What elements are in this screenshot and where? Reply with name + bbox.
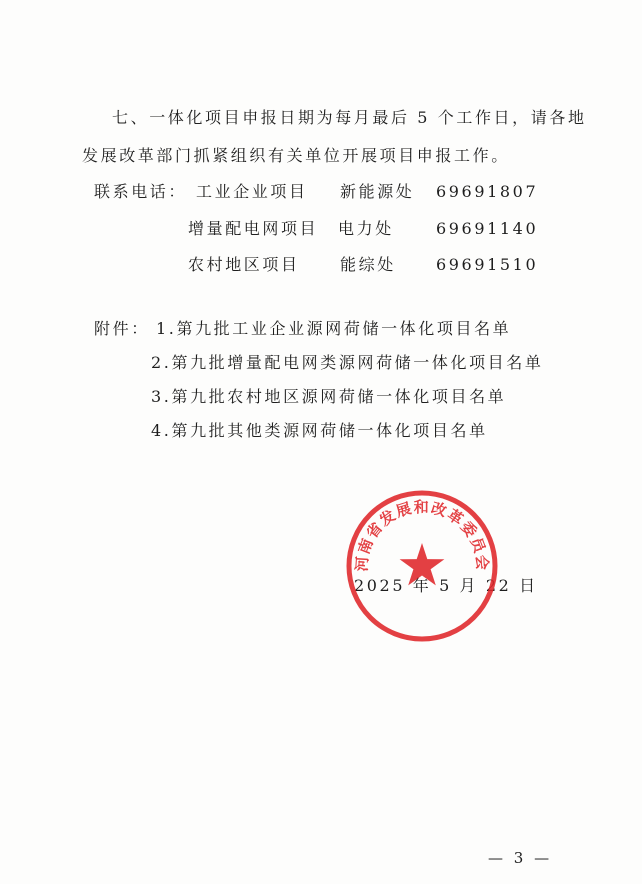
contact-project: 增量配电网项目: [188, 219, 319, 238]
attachment-item-3: 3.第九批农村地区源网荷储一体化项目名单: [151, 387, 507, 406]
contact-label: 联系电话：: [94, 182, 188, 201]
contact-office: 能综处: [340, 255, 396, 274]
attachment-item-2: 2.第九批增量配电网类源网荷储一体化项目名单: [151, 353, 544, 372]
attachment-item-4: 4.第九批其他类源网荷储一体化项目名单: [151, 421, 488, 440]
contact-office: 新能源处: [340, 182, 415, 201]
attachments-label: 附件：: [94, 319, 150, 338]
body-paragraph-line-2: 发展改革部门抓紧组织有关单位开展项目申报工作。: [82, 146, 510, 165]
attachment-item-1: 1.第九批工业企业源网荷储一体化项目名单: [156, 319, 512, 338]
contact-row-3: [94, 254, 564, 276]
contact-project: 农村地区项目: [188, 255, 300, 274]
contact-office: 电力处: [338, 219, 394, 238]
contact-phone: 69691140: [436, 219, 539, 238]
contact-project: 工业企业项目: [196, 182, 308, 201]
page-number: — 3 —: [488, 849, 553, 867]
official-seal-icon: [344, 488, 500, 644]
svg-text:河南省发展和改革委员会: 河南省发展和改革委员会: [352, 498, 492, 573]
contact-row-1: [94, 181, 564, 203]
contact-row-2: [94, 218, 564, 240]
contact-phone: 69691510: [436, 255, 539, 274]
body-paragraph-line-1: 七、一体化项目申报日期为每月最后 5 个工作日，请各地: [112, 108, 587, 127]
issue-date: 2025 年 5 月 22 日: [354, 576, 538, 595]
contact-phone: 69691807: [436, 182, 539, 201]
